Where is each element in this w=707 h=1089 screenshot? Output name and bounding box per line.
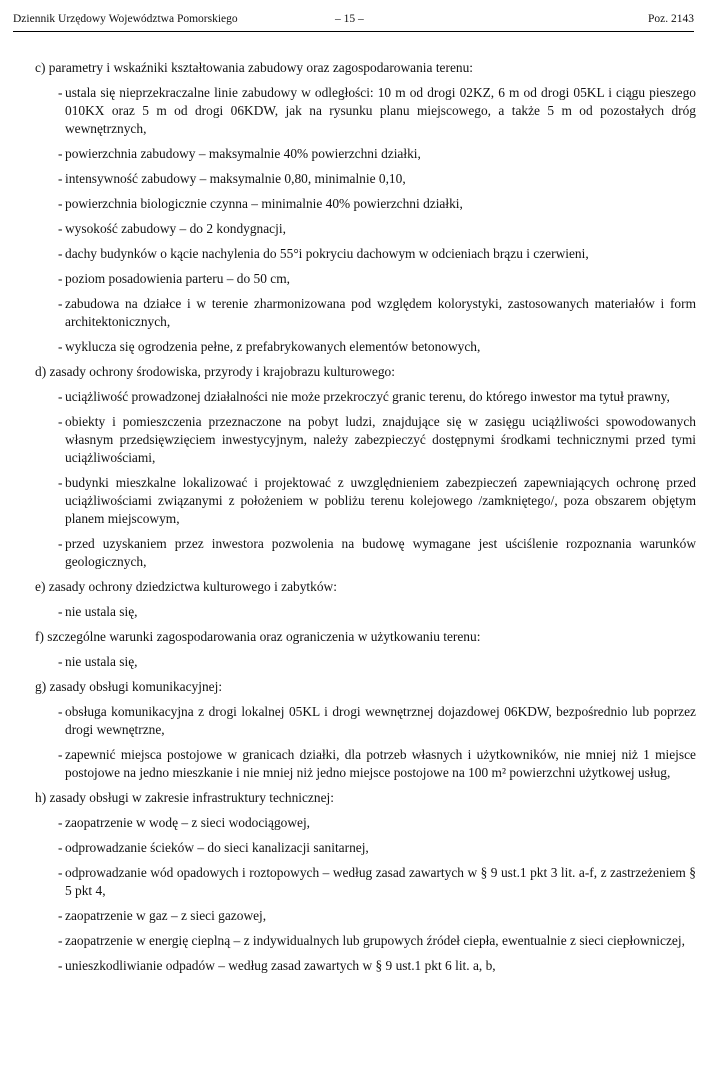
- page-header: [13, 11, 694, 32]
- list-dash: -: [58, 85, 63, 100]
- section-heading: d) zasady ochrony środowiska, przyrody i krajobrazu kulturowego:: [35, 364, 395, 379]
- list-item-text: budynki mieszkalne lokalizować i projektować z uwzględnieniem zabezpieczeń zapewniających ochronę przed uciążliwościami związanymi z położeniem w pobliżu terenu kolejowego /zamkniętego/, poza obszarem objętym planem miejscowym,: [65, 475, 696, 526]
- list-dash: -: [58, 146, 63, 161]
- list-item: [35, 703, 696, 739]
- list-item-text: zapewnić miejsca postojowe w granicach działki, dla potrzeb własnych i użytkowników, nie mniej niż 1 miejsce postojowe na jedno mieszkanie i nie mniej niż jedno miejsce postojowe na 100 m² powierzchni użytkowej usług,: [65, 747, 696, 780]
- item-list: [35, 703, 696, 782]
- list-item: [35, 245, 696, 263]
- list-item-text: wyklucza się ogrodzenia pełne, z prefabrykowanych elementów betonowych,: [65, 339, 481, 354]
- list-item-text: unieszkodliwianie odpadów – według zasad zawartych w § 9 ust.1 pkt 6 lit. a, b,: [65, 958, 496, 973]
- list-item-text: obiekty i pomieszczenia przeznaczone na pobyt ludzi, znajdujące się w zasięgu uciążliwości spowodowanych własnym przedsięwzięciem inwestycyjnym, należy zabezpieczyć dostępnymi środkami technicznymi przed tymi uciążliwościami,: [65, 414, 696, 465]
- list-item: [35, 864, 696, 900]
- section-heading: e) zasady ochrony dziedzictwa kulturowego i zabytków:: [35, 579, 337, 594]
- list-item: [35, 907, 696, 925]
- list-item-text: uciążliwość prowadzonej działalności nie może przekroczyć granic terenu, do którego inwestor ma tytuł prawny,: [65, 389, 670, 404]
- list-item-text: zaopatrzenie w energię cieplną – z indywidualnych lub grupowych źródeł ciepła, ewentualnie z sieci ciepłowniczej,: [65, 933, 685, 948]
- list-item-text: powierzchnia zabudowy – maksymalnie 40% powierzchni działki,: [65, 146, 421, 161]
- section: [35, 363, 696, 571]
- item-list: [35, 653, 696, 671]
- list-item-text: dachy budynków o kącie nachylenia do 55°i pokryciu dachowym w odcieniach brązu i czerwieni,: [65, 246, 589, 261]
- list-dash: -: [58, 654, 63, 669]
- list-item: [35, 603, 696, 621]
- section: [35, 59, 696, 356]
- list-dash: -: [58, 747, 63, 762]
- list-dash: -: [58, 536, 63, 551]
- list-item-text: obsługa komunikacyjna z drogi lokalnej 05KL i drogi wewnętrznej dojazdowej 06KDW, bezpośrednio lub poprzez drogi wewnętrzne,: [65, 704, 696, 737]
- list-item: [35, 653, 696, 671]
- list-item-text: intensywność zabudowy – maksymalnie 0,80, minimalnie 0,10,: [65, 171, 406, 186]
- list-item-text: odprowadzanie wód opadowych i roztopowych – według zasad zawartych w § 9 ust.1 pkt 3 lit. a-f, z zastrzeżeniem § 5 pkt 4,: [65, 865, 696, 898]
- list-item: [35, 145, 696, 163]
- list-dash: -: [58, 704, 63, 719]
- list-item-text: powierzchnia biologicznie czynna – minimalnie 40% powierzchni działki,: [65, 196, 463, 211]
- section: [35, 628, 696, 671]
- document-body: [35, 59, 696, 982]
- list-item: [35, 746, 696, 782]
- section-heading: c) parametry i wskaźniki kształtowania zabudowy oraz zagospodarowania terenu:: [35, 60, 473, 75]
- item-list: [35, 603, 696, 621]
- list-item: [35, 839, 696, 857]
- list-item: [35, 220, 696, 238]
- list-item: [35, 474, 696, 528]
- list-item-text: poziom posadowienia parteru – do 50 cm,: [65, 271, 290, 286]
- section: [35, 678, 696, 782]
- list-dash: -: [58, 339, 63, 354]
- list-dash: -: [58, 196, 63, 211]
- list-dash: -: [58, 271, 63, 286]
- section-heading: h) zasady obsługi w zakresie infrastruktury technicznej:: [35, 790, 334, 805]
- list-dash: -: [58, 815, 63, 830]
- list-dash: -: [58, 296, 63, 311]
- list-item: [35, 932, 696, 950]
- list-item-text: zaopatrzenie w wodę – z sieci wodociągowej,: [65, 815, 311, 830]
- list-item-text: zabudowa na działce i w terenie zharmonizowana pod względem kolorystyki, zastosowanych materiałów i form architektonicznych,: [65, 296, 696, 329]
- list-item: [35, 84, 696, 138]
- section: [35, 789, 696, 975]
- list-item: [35, 957, 696, 975]
- list-item: [35, 195, 696, 213]
- list-item: [35, 535, 696, 571]
- list-dash: -: [58, 840, 63, 855]
- section-heading: g) zasady obsługi komunikacyjnej:: [35, 679, 223, 694]
- list-dash: -: [58, 389, 63, 404]
- list-item-text: ustala się nieprzekraczalne linie zabudowy w odległości: 10 m od drogi 02KZ, 6 m od drogi 05KL i ciągu pieszego 010KX oraz 5 m od drogi 06KDW, jak na rysunku planu miejscowego, a także 5 m od pozostałych dróg wewnętrznych,: [65, 85, 696, 136]
- position-number: Poz. 2143: [648, 13, 694, 25]
- list-item: [35, 295, 696, 331]
- list-dash: -: [58, 171, 63, 186]
- list-dash: -: [58, 221, 63, 236]
- list-item: [35, 170, 696, 188]
- list-item-text: nie ustala się,: [65, 654, 138, 669]
- list-dash: -: [58, 933, 63, 948]
- page-number: – 15 –: [335, 13, 364, 25]
- list-item: [35, 413, 696, 467]
- list-item: [35, 388, 696, 406]
- list-item: [35, 270, 696, 288]
- list-dash: -: [58, 865, 63, 880]
- list-dash: -: [58, 958, 63, 973]
- list-item: [35, 814, 696, 832]
- list-dash: -: [58, 246, 63, 261]
- list-item-text: wysokość zabudowy – do 2 kondygnacji,: [65, 221, 286, 236]
- section-heading: f) szczególne warunki zagospodarowania oraz ograniczenia w użytkowaniu terenu:: [35, 629, 481, 644]
- item-list: [35, 388, 696, 571]
- list-item-text: nie ustala się,: [65, 604, 138, 619]
- item-list: [35, 814, 696, 975]
- list-item: [35, 338, 696, 356]
- list-item-text: przed uzyskaniem przez inwestora pozwolenia na budowę wymagane jest uściślenie rozpoznania warunków geologicznych,: [65, 536, 696, 569]
- list-dash: -: [58, 908, 63, 923]
- list-dash: -: [58, 414, 63, 429]
- list-item-text: odprowadzanie ścieków – do sieci kanalizacji sanitarnej,: [65, 840, 369, 855]
- item-list: [35, 84, 696, 356]
- list-item-text: zaopatrzenie w gaz – z sieci gazowej,: [65, 908, 267, 923]
- list-dash: -: [58, 604, 63, 619]
- list-dash: -: [58, 475, 63, 490]
- section: [35, 578, 696, 621]
- journal-title: Dziennik Urzędowy Województwa Pomorskiego: [13, 13, 238, 25]
